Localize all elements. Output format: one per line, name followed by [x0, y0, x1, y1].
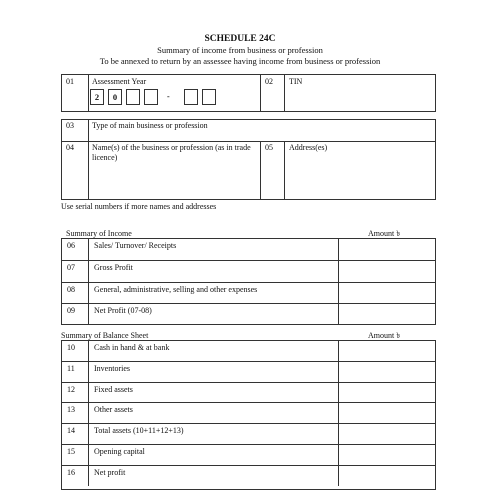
balance-amount-cell[interactable]	[339, 383, 435, 402]
income-amount-cell[interactable]	[339, 304, 435, 324]
balance-row-label: Cash in hand & at bank	[94, 343, 170, 352]
balance-amount-cell[interactable]	[339, 403, 435, 422]
income-amount-cell[interactable]	[339, 239, 435, 259]
assessment-year-label: Assessment Year	[92, 77, 147, 86]
balance-row-label: Fixed assets	[94, 384, 133, 394]
balance-amount-label: Amount ৳	[368, 331, 401, 340]
page-instruction: To be annexed to return by an assessee having income from business or profession	[99, 56, 381, 66]
balance-row-number: 11	[67, 363, 75, 373]
page-title: SCHEDULE 24C	[204, 34, 276, 44]
field-number-01: 01	[66, 77, 74, 86]
assessment-year-digit-6[interactable]	[202, 89, 216, 105]
business-type-label: Type of main business or profession	[92, 121, 208, 130]
balance-amount-cell[interactable]	[339, 466, 435, 485]
income-row-number: 07	[67, 262, 75, 272]
balance-row-number: 12	[67, 384, 75, 394]
balance-row-label: Inventories	[94, 363, 130, 373]
field-number-03: 03	[66, 121, 74, 130]
assessment-year-digit-1[interactable]: 2	[90, 89, 104, 105]
income-row-label: General, administrative, selling and other expenses	[94, 284, 258, 294]
income-row-label: Sales/ Turnover/ Receipts	[94, 241, 177, 250]
income-amount-cell[interactable]	[339, 261, 435, 281]
balance-amount-cell[interactable]	[339, 445, 435, 464]
serial-numbers-note: Use serial numbers if more names and addresses	[61, 202, 217, 211]
page-subtitle: Summary of income from business or profession	[157, 45, 323, 55]
balance-row-label: Net profit	[94, 467, 126, 477]
income-row-number: 06	[67, 241, 75, 250]
balance-row-number: 15	[67, 447, 75, 456]
income-row-label: Net Profit (07-08)	[94, 306, 152, 316]
balance-row-label: Opening capital	[94, 447, 145, 456]
balance-row-label: Total assets (10+11+12+13)	[94, 426, 184, 436]
assessment-year-dash: -	[167, 92, 170, 101]
balance-amount-cell[interactable]	[339, 362, 435, 381]
assessment-year-digit-3[interactable]	[126, 89, 140, 105]
income-row-number: 09	[67, 306, 75, 316]
balance-row-number: 16	[67, 467, 75, 477]
field-number-05: 05	[265, 143, 273, 152]
income-row-label: Gross Profit	[94, 262, 133, 272]
assessment-year-digit-5[interactable]	[184, 89, 198, 105]
balance-row-number: 13	[67, 405, 75, 415]
balance-row-number: 14	[67, 426, 75, 436]
balance-amount-cell[interactable]	[339, 424, 435, 443]
business-name-label: Name(s) of the business or profession (as in trade licence)	[92, 143, 251, 162]
address-label: Address(es)	[289, 143, 328, 152]
income-row-number: 08	[67, 284, 75, 294]
balance-heading: Summary of Balance Sheet	[61, 331, 149, 340]
balance-row-label: Other assets	[94, 405, 133, 415]
balance-row-number: 10	[67, 343, 75, 352]
field-number-04: 04	[66, 143, 74, 152]
income-amount-label: Amount ৳	[368, 229, 401, 238]
balance-amount-cell[interactable]	[339, 341, 435, 360]
tin-label: TIN	[289, 77, 303, 86]
income-heading: Summary of Income	[66, 229, 132, 238]
field-number-02: 02	[265, 77, 273, 86]
assessment-year-digit-2[interactable]: 0	[108, 89, 122, 105]
income-amount-cell[interactable]	[339, 283, 435, 303]
assessment-year-digit-4[interactable]	[144, 89, 158, 105]
